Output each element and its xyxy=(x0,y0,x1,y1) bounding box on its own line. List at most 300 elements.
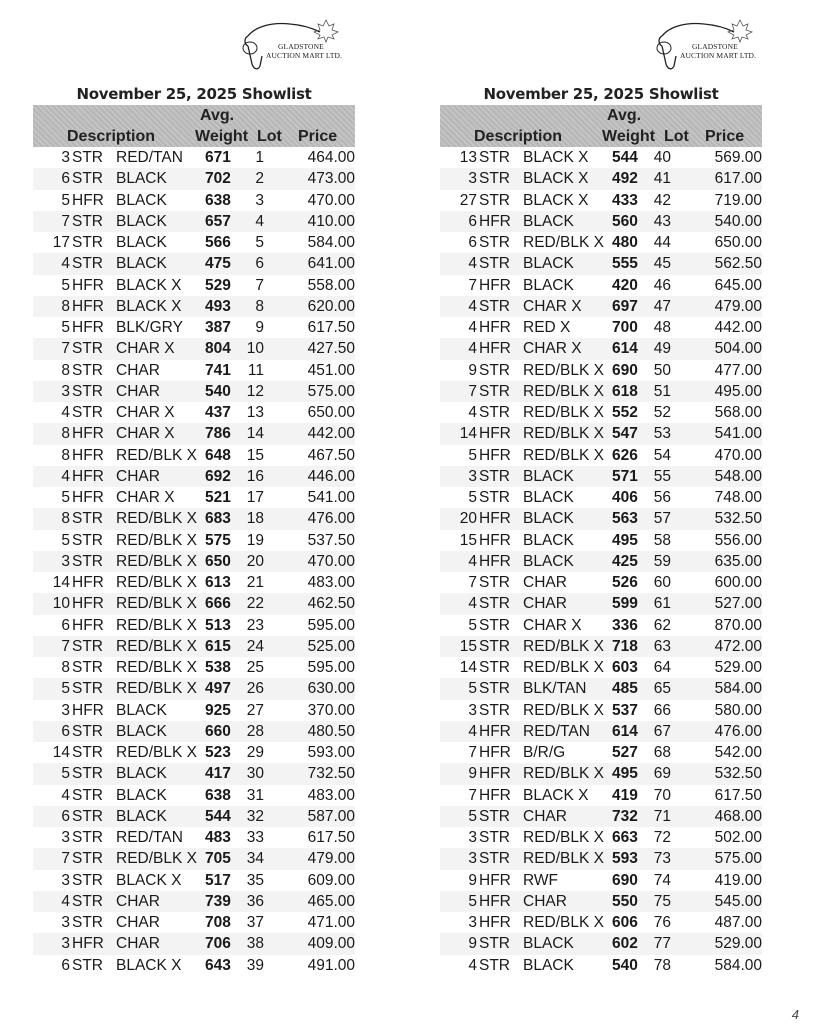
lot-row xyxy=(33,678,355,699)
lot-number: 46 xyxy=(653,276,671,294)
head-count: 5 xyxy=(61,489,70,506)
avg-weight: 495 xyxy=(612,765,638,783)
price: 532.50 xyxy=(714,765,762,783)
lot-row xyxy=(440,466,762,487)
avg-weight: 705 xyxy=(205,850,231,868)
sex: STR xyxy=(479,807,510,825)
price: 584.00 xyxy=(714,956,762,974)
description: BLACK xyxy=(116,191,167,209)
lot-number: 65 xyxy=(653,680,671,698)
price: 569.00 xyxy=(714,149,762,166)
sex: HFR xyxy=(72,276,104,294)
table-header xyxy=(440,105,762,147)
lot-number: 22 xyxy=(246,595,264,613)
price: 562.50 xyxy=(714,255,762,273)
description: RED/BLK X xyxy=(523,425,604,443)
head-count: 3 xyxy=(61,149,70,166)
description: RED/BLK X xyxy=(116,680,197,698)
price: 870.00 xyxy=(714,616,762,634)
description: RED/BLK X xyxy=(523,829,604,846)
price: 525.00 xyxy=(307,637,355,655)
avg-weight: 571 xyxy=(612,467,638,485)
lot-list xyxy=(33,147,355,976)
head-count: 9 xyxy=(468,765,477,783)
lot-row xyxy=(33,445,355,466)
sex: STR xyxy=(72,340,103,358)
sex: STR xyxy=(72,914,103,931)
lot-number: 40 xyxy=(653,149,671,166)
avg-weight: 739 xyxy=(205,892,231,910)
price: 580.00 xyxy=(714,701,762,719)
avg-weight: 613 xyxy=(205,574,231,591)
sex: STR xyxy=(72,659,103,676)
head-count: 3 xyxy=(61,701,70,719)
lot-number: 59 xyxy=(653,552,671,570)
lot-number: 17 xyxy=(246,489,264,506)
head-count: 3 xyxy=(468,829,477,846)
price: 473.00 xyxy=(307,170,355,188)
avg-weight: 433 xyxy=(612,191,638,209)
description: BLACK xyxy=(523,276,574,294)
head-count: 9 xyxy=(468,935,477,953)
description: RED/BLK X xyxy=(523,361,604,379)
lot-row xyxy=(440,317,762,338)
avg-weight: 804 xyxy=(205,340,231,358)
head-count: 5 xyxy=(468,807,477,825)
lot-number: 39 xyxy=(246,956,264,974)
lot-number: 61 xyxy=(653,595,671,613)
description: CHAR X xyxy=(116,489,175,506)
lot-row xyxy=(440,955,762,976)
price: 595.00 xyxy=(307,616,355,634)
price: 575.00 xyxy=(714,850,762,868)
avg-weight: 406 xyxy=(612,489,638,506)
sex: STR xyxy=(479,234,510,251)
description: BLACK X xyxy=(523,170,589,188)
avg-weight: 336 xyxy=(612,616,638,634)
description: CHAR xyxy=(116,361,160,379)
description: BLACK xyxy=(523,956,574,974)
head-count: 3 xyxy=(468,170,477,188)
sex: STR xyxy=(72,404,103,421)
avg-weight: 526 xyxy=(612,574,638,591)
lot-number: 31 xyxy=(246,786,264,804)
description: BLACK xyxy=(116,170,167,188)
lot-number: 7 xyxy=(255,276,264,294)
avg-weight: 555 xyxy=(612,255,638,273)
price: 541.00 xyxy=(307,489,355,506)
description: RED X xyxy=(523,319,571,336)
description: RED/BLK X xyxy=(116,616,197,634)
avg-weight: 493 xyxy=(205,297,231,315)
lot-number: 70 xyxy=(653,786,671,804)
price: 504.00 xyxy=(714,340,762,358)
sex: STR xyxy=(72,552,103,570)
sex: HFR xyxy=(479,786,511,804)
head-count: 6 xyxy=(61,722,70,740)
lot-number: 27 xyxy=(246,701,264,719)
sex: HFR xyxy=(479,722,511,740)
lot-row xyxy=(33,466,355,487)
avg-weight: 547 xyxy=(612,425,638,443)
lot-row xyxy=(33,530,355,551)
description: RED/BLK X xyxy=(523,234,604,251)
sex: STR xyxy=(72,786,103,804)
sex: STR xyxy=(479,170,510,188)
lot-row xyxy=(33,232,355,253)
lot-row xyxy=(440,785,762,806)
sex: HFR xyxy=(72,616,104,634)
price: 575.00 xyxy=(307,382,355,400)
price: 609.00 xyxy=(307,871,355,889)
avg-weight: 540 xyxy=(612,956,638,974)
lot-number: 4 xyxy=(255,212,264,230)
avg-weight: 666 xyxy=(205,595,231,613)
price: 630.00 xyxy=(307,680,355,698)
lot-row xyxy=(33,912,355,933)
avg-weight: 638 xyxy=(205,191,231,209)
description: CHAR xyxy=(523,892,567,910)
avg-weight: 387 xyxy=(205,319,231,336)
head-count: 6 xyxy=(61,807,70,825)
head-count: 5 xyxy=(61,276,70,294)
avg-weight: 550 xyxy=(612,892,638,910)
description: BLACK xyxy=(116,255,167,273)
avg-weight: 437 xyxy=(205,404,231,421)
lot-row xyxy=(33,360,355,381)
description: CHAR X xyxy=(523,340,582,358)
price: 471.00 xyxy=(307,914,355,931)
sex: STR xyxy=(479,382,510,400)
price: 468.00 xyxy=(714,807,762,825)
avg-weight: 544 xyxy=(205,807,231,825)
price: 465.00 xyxy=(307,892,355,910)
head-count: 3 xyxy=(468,850,477,868)
lot-number: 51 xyxy=(653,382,671,400)
avg-weight: 683 xyxy=(205,510,231,528)
description: RED/BLK X xyxy=(523,404,604,421)
price: 472.00 xyxy=(714,637,762,655)
head-count: 4 xyxy=(468,297,477,315)
price: 617.50 xyxy=(307,319,355,336)
lot-row xyxy=(33,317,355,338)
head-count: 5 xyxy=(61,319,70,336)
description: CHAR xyxy=(116,935,160,953)
avg-weight: 786 xyxy=(205,425,231,443)
head-count: 7 xyxy=(468,574,477,591)
description: RED/BLK X xyxy=(523,637,604,655)
avg-weight: 606 xyxy=(612,914,638,931)
sex: HFR xyxy=(72,425,104,443)
head-count: 15 xyxy=(459,637,477,655)
lot-number: 9 xyxy=(255,319,264,336)
header-avg: Avg. xyxy=(200,107,235,124)
price: 464.00 xyxy=(307,149,355,166)
lot-number: 48 xyxy=(653,319,671,336)
lot-row xyxy=(33,147,355,168)
head-count: 7 xyxy=(468,276,477,294)
head-count: 5 xyxy=(61,191,70,209)
lot-number: 43 xyxy=(653,212,671,230)
price: 502.00 xyxy=(714,829,762,846)
lot-row xyxy=(33,253,355,274)
lot-number: 77 xyxy=(653,935,671,953)
price: 467.50 xyxy=(307,446,355,464)
head-count: 4 xyxy=(61,892,70,910)
lot-row xyxy=(440,827,762,848)
head-count: 10 xyxy=(52,595,70,613)
head-count: 8 xyxy=(61,659,70,676)
head-count: 7 xyxy=(468,382,477,400)
lot-number: 42 xyxy=(653,191,671,209)
price: 584.00 xyxy=(307,234,355,251)
sex: STR xyxy=(479,935,510,953)
head-count: 5 xyxy=(468,489,477,506)
avg-weight: 615 xyxy=(205,637,231,655)
price: 477.00 xyxy=(714,361,762,379)
lot-row xyxy=(440,508,762,529)
avg-weight: 618 xyxy=(612,382,638,400)
lot-row xyxy=(33,572,355,593)
avg-weight: 732 xyxy=(612,807,638,825)
price: 487.00 xyxy=(714,914,762,931)
price: 542.00 xyxy=(714,744,762,761)
head-count: 7 xyxy=(468,786,477,804)
description: RED/BLK X xyxy=(523,701,604,719)
price: 548.00 xyxy=(714,467,762,485)
price: 479.00 xyxy=(714,297,762,315)
lot-row xyxy=(440,700,762,721)
description: BLACK X xyxy=(116,956,182,974)
price: 558.00 xyxy=(307,276,355,294)
description: BLACK xyxy=(523,255,574,273)
header-description: Description xyxy=(67,128,156,145)
lot-row xyxy=(33,700,355,721)
head-count: 4 xyxy=(61,404,70,421)
avg-weight: 540 xyxy=(205,382,231,400)
head-count: 6 xyxy=(468,234,477,251)
description: CHAR xyxy=(116,914,160,931)
lot-row xyxy=(33,402,355,423)
showlist-title: November 25, 2025 Showlist xyxy=(483,85,719,103)
price: 529.00 xyxy=(714,935,762,953)
head-count: 13 xyxy=(459,149,477,166)
avg-weight: 671 xyxy=(205,149,231,166)
price: 491.00 xyxy=(307,956,355,974)
lot-row xyxy=(33,891,355,912)
lot-row xyxy=(440,551,762,572)
lot-number: 76 xyxy=(653,914,671,931)
header-description: Description xyxy=(474,128,563,145)
description: B/R/G xyxy=(523,744,566,761)
lot-row xyxy=(440,168,762,189)
sex: STR xyxy=(479,361,510,379)
head-count: 7 xyxy=(468,744,477,761)
lot-row xyxy=(440,253,762,274)
sex: STR xyxy=(479,191,510,209)
lot-number: 5 xyxy=(255,234,264,251)
head-count: 4 xyxy=(468,956,477,974)
avg-weight: 575 xyxy=(205,531,231,549)
avg-weight: 538 xyxy=(205,659,231,676)
description: BLACK xyxy=(523,935,574,953)
lot-number: 68 xyxy=(653,744,671,761)
lot-number: 19 xyxy=(246,531,264,549)
description: BLACK xyxy=(116,701,167,719)
description: CHAR X xyxy=(116,340,175,358)
lot-number: 75 xyxy=(653,892,671,910)
lot-number: 2 xyxy=(255,170,264,188)
sex: STR xyxy=(72,149,103,166)
avg-weight: 718 xyxy=(612,637,638,655)
price: 451.00 xyxy=(307,361,355,379)
head-count: 3 xyxy=(61,871,70,889)
price: 719.00 xyxy=(714,191,762,209)
gladstone-logo-left xyxy=(228,14,378,74)
lot-number: 15 xyxy=(246,446,264,464)
description: RED/BLK X xyxy=(116,510,197,528)
lot-number: 71 xyxy=(653,807,671,825)
head-count: 6 xyxy=(61,616,70,634)
avg-weight: 419 xyxy=(612,786,638,804)
head-count: 3 xyxy=(61,829,70,846)
sex: STR xyxy=(72,680,103,698)
head-count: 14 xyxy=(52,744,70,761)
avg-weight: 517 xyxy=(205,871,231,889)
description: BLACK X xyxy=(523,149,589,166)
avg-weight: 692 xyxy=(205,467,231,485)
lot-row xyxy=(440,678,762,699)
lot-number: 1 xyxy=(255,149,264,166)
lot-number: 52 xyxy=(653,404,671,421)
lot-number: 64 xyxy=(653,659,671,676)
head-count: 5 xyxy=(468,446,477,464)
price: 635.00 xyxy=(714,552,762,570)
lot-row xyxy=(440,275,762,296)
price: 617.00 xyxy=(714,170,762,188)
lot-row xyxy=(33,615,355,636)
description: RED/BLK X xyxy=(116,446,197,464)
head-count: 5 xyxy=(468,892,477,910)
lot-number: 21 xyxy=(246,574,264,591)
avg-weight: 706 xyxy=(205,935,231,953)
lot-row xyxy=(440,360,762,381)
sex: HFR xyxy=(479,510,511,528)
description: BLK/GRY xyxy=(116,319,183,336)
lot-number: 57 xyxy=(653,510,671,528)
sex: STR xyxy=(72,829,103,846)
price: 480.50 xyxy=(307,722,355,740)
lot-row xyxy=(440,232,762,253)
head-count: 20 xyxy=(459,510,477,528)
lot-row xyxy=(440,891,762,912)
description: RED/TAN xyxy=(116,149,183,166)
showlist-right xyxy=(440,84,762,976)
lot-number: 72 xyxy=(653,829,671,846)
head-count: 4 xyxy=(61,467,70,485)
price: 595.00 xyxy=(307,659,355,676)
avg-weight: 603 xyxy=(612,659,638,676)
avg-weight: 602 xyxy=(612,935,638,953)
sex: STR xyxy=(479,637,510,655)
lot-row xyxy=(440,487,762,508)
sex: HFR xyxy=(479,212,511,230)
lot-number: 60 xyxy=(653,574,671,591)
lot-row xyxy=(440,615,762,636)
sex: STR xyxy=(72,234,103,251)
avg-weight: 741 xyxy=(205,361,231,379)
avg-weight: 560 xyxy=(612,212,638,230)
sex: HFR xyxy=(479,319,511,336)
price: 370.00 xyxy=(307,701,355,719)
avg-weight: 521 xyxy=(205,489,231,506)
sex: STR xyxy=(479,829,510,846)
sex: HFR xyxy=(72,935,104,953)
lot-number: 13 xyxy=(246,404,264,421)
description: CHAR X xyxy=(116,404,175,421)
description: RED/BLK X xyxy=(523,446,604,464)
description: BLACK xyxy=(523,510,574,528)
price: 545.00 xyxy=(714,892,762,910)
description: BLACK X xyxy=(523,191,589,209)
sex: HFR xyxy=(479,340,511,358)
description: BLACK X xyxy=(116,871,182,889)
lot-row xyxy=(440,870,762,891)
lot-row xyxy=(33,721,355,742)
avg-weight: 566 xyxy=(205,234,231,251)
head-count: 5 xyxy=(61,531,70,549)
avg-weight: 614 xyxy=(612,340,638,358)
lot-row xyxy=(440,933,762,954)
lot-row xyxy=(440,572,762,593)
avg-weight: 643 xyxy=(205,956,231,974)
price: 470.00 xyxy=(307,552,355,570)
sex: HFR xyxy=(72,701,104,719)
head-count: 3 xyxy=(468,701,477,719)
description: BLACK X xyxy=(523,786,589,804)
lot-number: 29 xyxy=(246,744,264,761)
lot-number: 49 xyxy=(653,340,671,358)
description: BLACK X xyxy=(116,276,182,294)
avg-weight: 420 xyxy=(612,276,638,294)
avg-weight: 529 xyxy=(205,276,231,294)
head-count: 3 xyxy=(468,914,477,931)
lot-row xyxy=(33,338,355,359)
lot-number: 45 xyxy=(653,255,671,273)
logo-line1: GLADSTONE xyxy=(692,42,738,51)
header-weight: Weight xyxy=(195,128,249,145)
sex: STR xyxy=(72,531,103,549)
avg-weight: 552 xyxy=(612,404,638,421)
lot-number: 62 xyxy=(653,616,671,634)
price: 748.00 xyxy=(714,489,762,506)
lot-number: 56 xyxy=(653,489,671,506)
description: BLACK xyxy=(523,489,574,506)
logo-line1: GLADSTONE xyxy=(278,42,324,51)
lot-number: 78 xyxy=(653,956,671,974)
description: RED/BLK X xyxy=(523,850,604,868)
sex: STR xyxy=(72,255,103,273)
header-lot: Lot xyxy=(664,128,689,145)
head-count: 7 xyxy=(61,850,70,868)
sex: HFR xyxy=(72,467,104,485)
lot-number: 18 xyxy=(246,510,264,528)
description: BLK/TAN xyxy=(523,680,587,698)
description: RED/BLK X xyxy=(116,574,197,591)
sex: STR xyxy=(479,467,510,485)
head-count: 27 xyxy=(459,191,477,209)
head-count: 7 xyxy=(61,340,70,358)
